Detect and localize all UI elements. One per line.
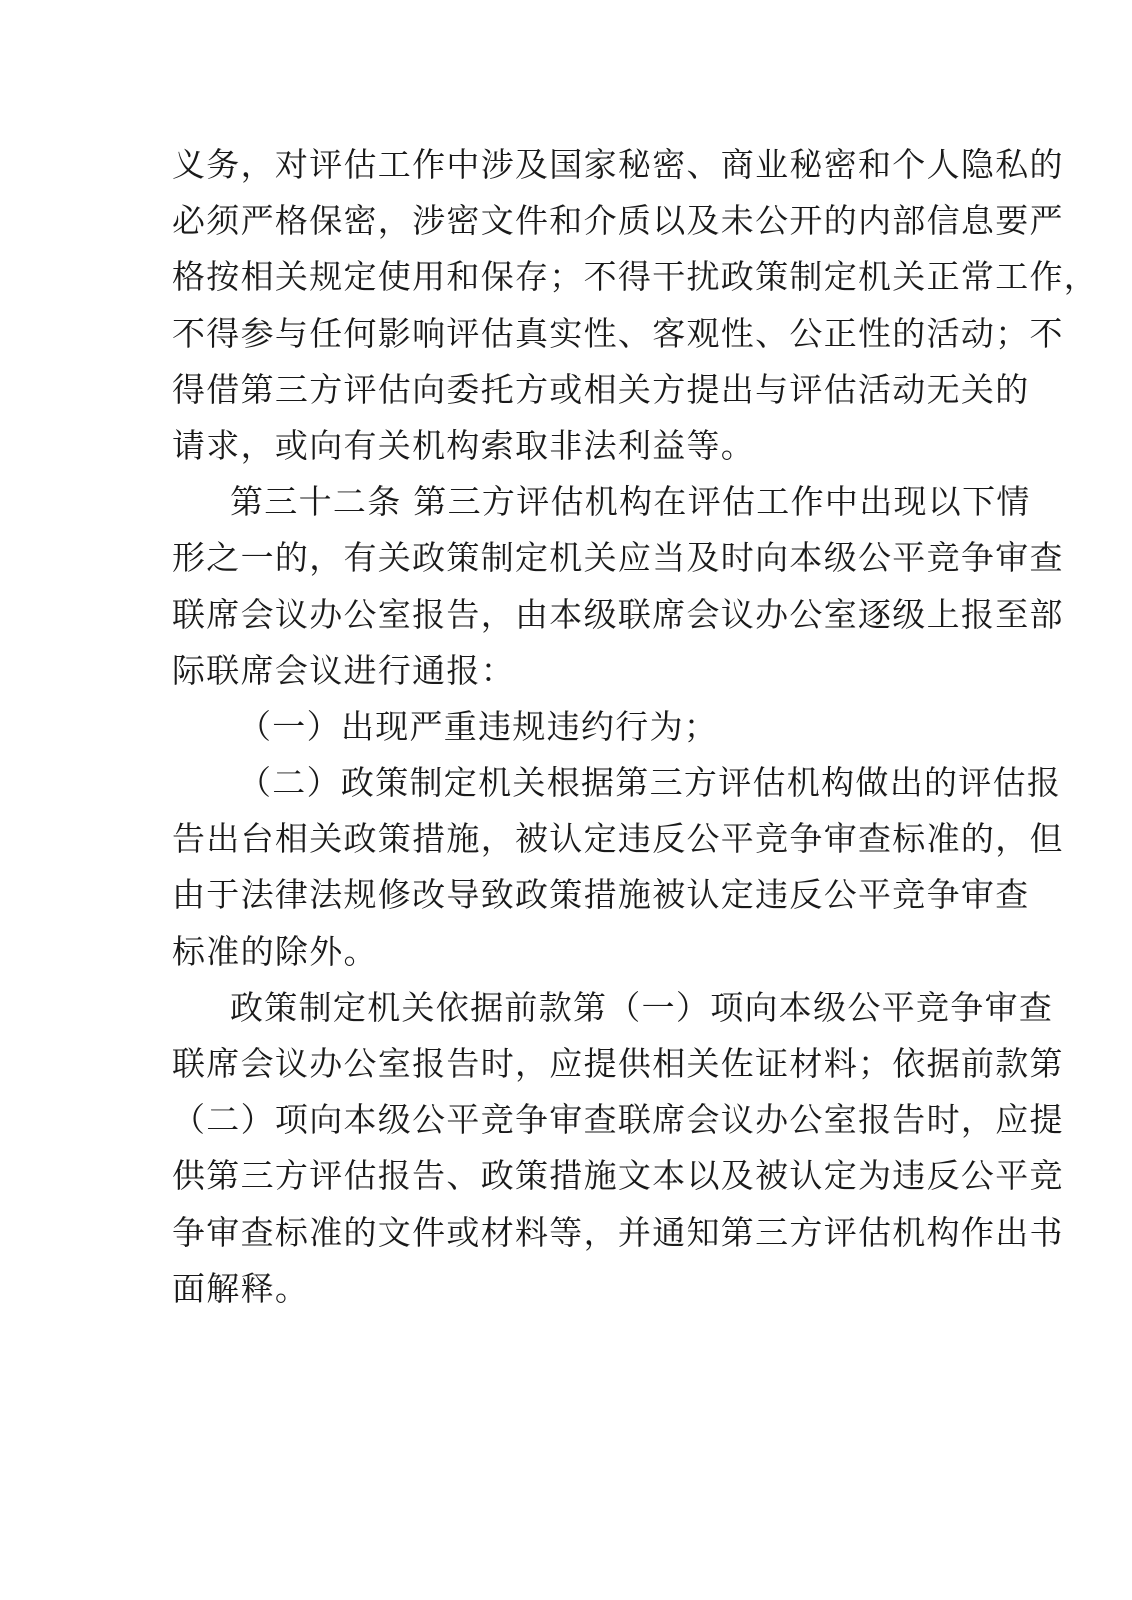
text-line: 供第三方评估报告、政策措施文本以及被认定为违反公平竞: [172, 1156, 1064, 1196]
text-line: 不得参与任何影响评估真实性、客观性、公正性的活动；不: [172, 313, 1064, 353]
text-line: 争审查标准的文件或材料等，并通知第三方评估机构作出书: [172, 1212, 1064, 1252]
text-line: 由于法律法规修改导致政策措施被认定违反公平竞争审查: [172, 875, 1030, 915]
text-line: 必须严格保密，涉密文件和介质以及未公开的内部信息要严: [172, 201, 1064, 241]
paragraph-confidentiality: [172, 137, 1099, 474]
text-line: 义务，对评估工作中涉及国家秘密、商业秘密和个人隐私的: [172, 145, 1064, 184]
text-line: 请求，或向有关机构索取非法利益等。: [172, 425, 756, 465]
list-item-1: [172, 699, 962, 755]
text-line: 联席会议办公室报告时，应提供相关佐证材料；依据前款第: [172, 1044, 1064, 1083]
text-line: 面解释。: [172, 1268, 310, 1308]
text-line: （二）政策制定机关根据第三方评估机构做出的评估报: [238, 763, 1062, 803]
text-line: 形之一的，有关政策制定机关应当及时向本级公平竞争审查: [172, 538, 1064, 578]
article-heading-line: 第三十二条 第三方评估机构在评估工作中出现以下情: [230, 482, 1031, 522]
text-line: 际联席会议进行通报：: [172, 650, 515, 690]
text-line: 联席会议办公室报告，由本级联席会议办公室逐级上报至部: [172, 594, 1064, 634]
list-item-2: [172, 755, 1064, 980]
text-line: （二）项向本级公平竞争审查联席会议办公室报告时，应提: [172, 1100, 1064, 1140]
article-32: [172, 474, 1064, 699]
text-line: （一）出现严重违规违约行为；: [238, 706, 719, 746]
paragraph-reporting: [172, 980, 1064, 1317]
text-line: 告出台相关政策措施，被认定违反公平竞争审查标准的，但: [172, 819, 1064, 859]
text-line: 标准的除外。: [172, 931, 378, 971]
text-line: 格按相关规定使用和保存；不得干扰政策制定机关正常工作，: [172, 257, 1099, 297]
text-line: 政策制定机关依据前款第（一）项向本级公平竞争审查: [230, 987, 1054, 1027]
text-line: 得借第三方评估向委托方或相关方提出与评估活动无关的: [172, 369, 1030, 409]
document-body: [172, 137, 1099, 1317]
